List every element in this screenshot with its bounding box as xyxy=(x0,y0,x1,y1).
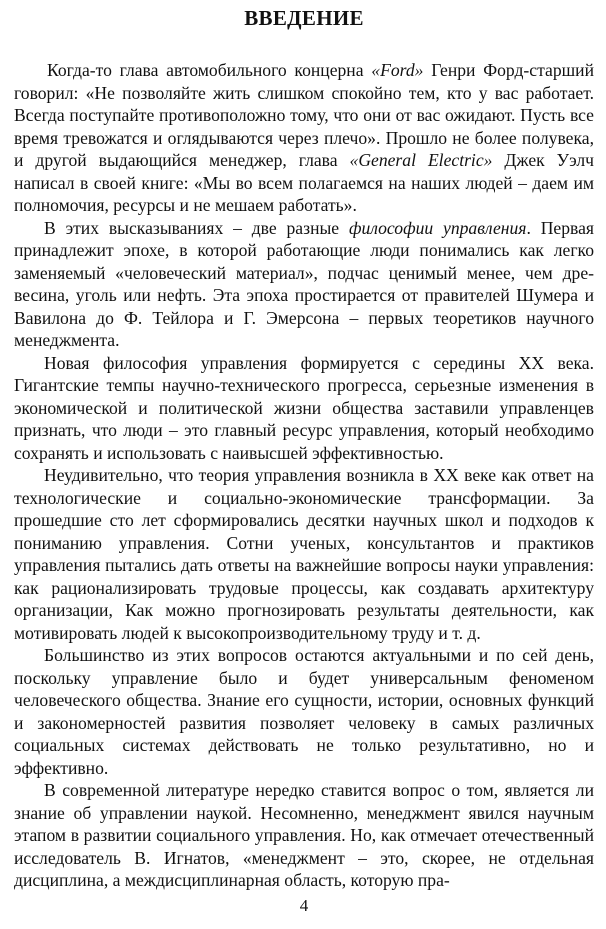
paragraph xyxy=(14,217,594,352)
text-segment: Новая философия управления формируется с середины XX века. Гигантские темпы научно-технического прогресса, серьезные изменения в экономической и политической жизни общества заставили управленцев признать, что люди – это главный ресурс управления, который необходимо сохранять и использовать с наивысшей эффективностью. xyxy=(14,352,594,463)
body-text xyxy=(14,59,594,892)
company-name-ford: «Ford» xyxy=(371,60,424,80)
company-name-general-electric: «General Electric» xyxy=(349,150,493,170)
text-segment: В современной литературе нередко ставится вопрос о том, является ли знание об управлении наукой. Несомненно, менеджмент явился научным этапом в развитии социального управления. Но, как отмечает отечественный исследователь В. Игнатов, «менеджмент – это, скорее, не отдельная дисциплина, а междисциплинарная область, которую пра- xyxy=(14,780,594,890)
paragraph xyxy=(14,352,594,465)
emphasis-term: философии управления xyxy=(348,217,527,238)
paragraph xyxy=(14,464,594,644)
document-page xyxy=(14,0,594,929)
page-number: 4 xyxy=(299,896,309,915)
paragraph xyxy=(14,59,594,217)
text-segment: Большинство из этих вопросов остаются актуальными и по сей день, поскольку управление было и будет универсальным феноменом человеческого общества. Знание его сущности, истории, основных функций и закономерностей развития позволяет человеку в самых различных социальных системах действовать не только результативно, но и эффективно. xyxy=(14,645,594,778)
page-title: ВВЕДЕНИЕ xyxy=(244,6,364,30)
text-segment: Когда-то глава автомобильного концерна xyxy=(47,60,372,80)
text-segment: Неудивительно, что теория управления возникла в XX веке как ответ на технологические и социально-экономические трансформации. За прошедшие сто лет сформировались десятки научных школ и подходов к пониманию управления. Сотни ученых, консультантов и практиков управления пытались дать ответы на важнейшие вопросы науки управления: как рационализировать трудовые процессы, как создавать архитектуру организации, Как можно прогнозировать результаты деятельности, как мотивировать людей к высокопроизводительному труду и т. д. xyxy=(14,465,594,643)
text-segment: Генри Форд-старший говорил: «Не позволяйте жить слишком спокойно тем, кто у вас работает. Всегда поступайте противоположно тому, что они от вас ожидают. Пусть все время тревожатся и оглядываются через плечо». Прошло не более полувека, и другой выдающийся менеджер, глава xyxy=(14,60,594,170)
text-segment: . Первая принадлежит эпохе, в которой работающие люди понимались как легко заменяемый «человеческий материал», подчас ценимый менее, чем древесина, уголь или нефть. Эта эпоха простирается от правителей Шумера и Вавилона до Ф. Тейлора и Г. Эмерсона – первых теоретиков научного менеджмента. xyxy=(14,217,594,350)
text-segment: Джек Уэлч написал в своей книге: «Мы во всем полагаемся на наших людей – даем им полномочия, ресурсы и не мешаем работать». xyxy=(14,150,594,215)
text-segment: В этих высказываниях – две разные xyxy=(44,217,349,238)
paragraph xyxy=(14,779,594,892)
paragraph xyxy=(14,644,594,779)
